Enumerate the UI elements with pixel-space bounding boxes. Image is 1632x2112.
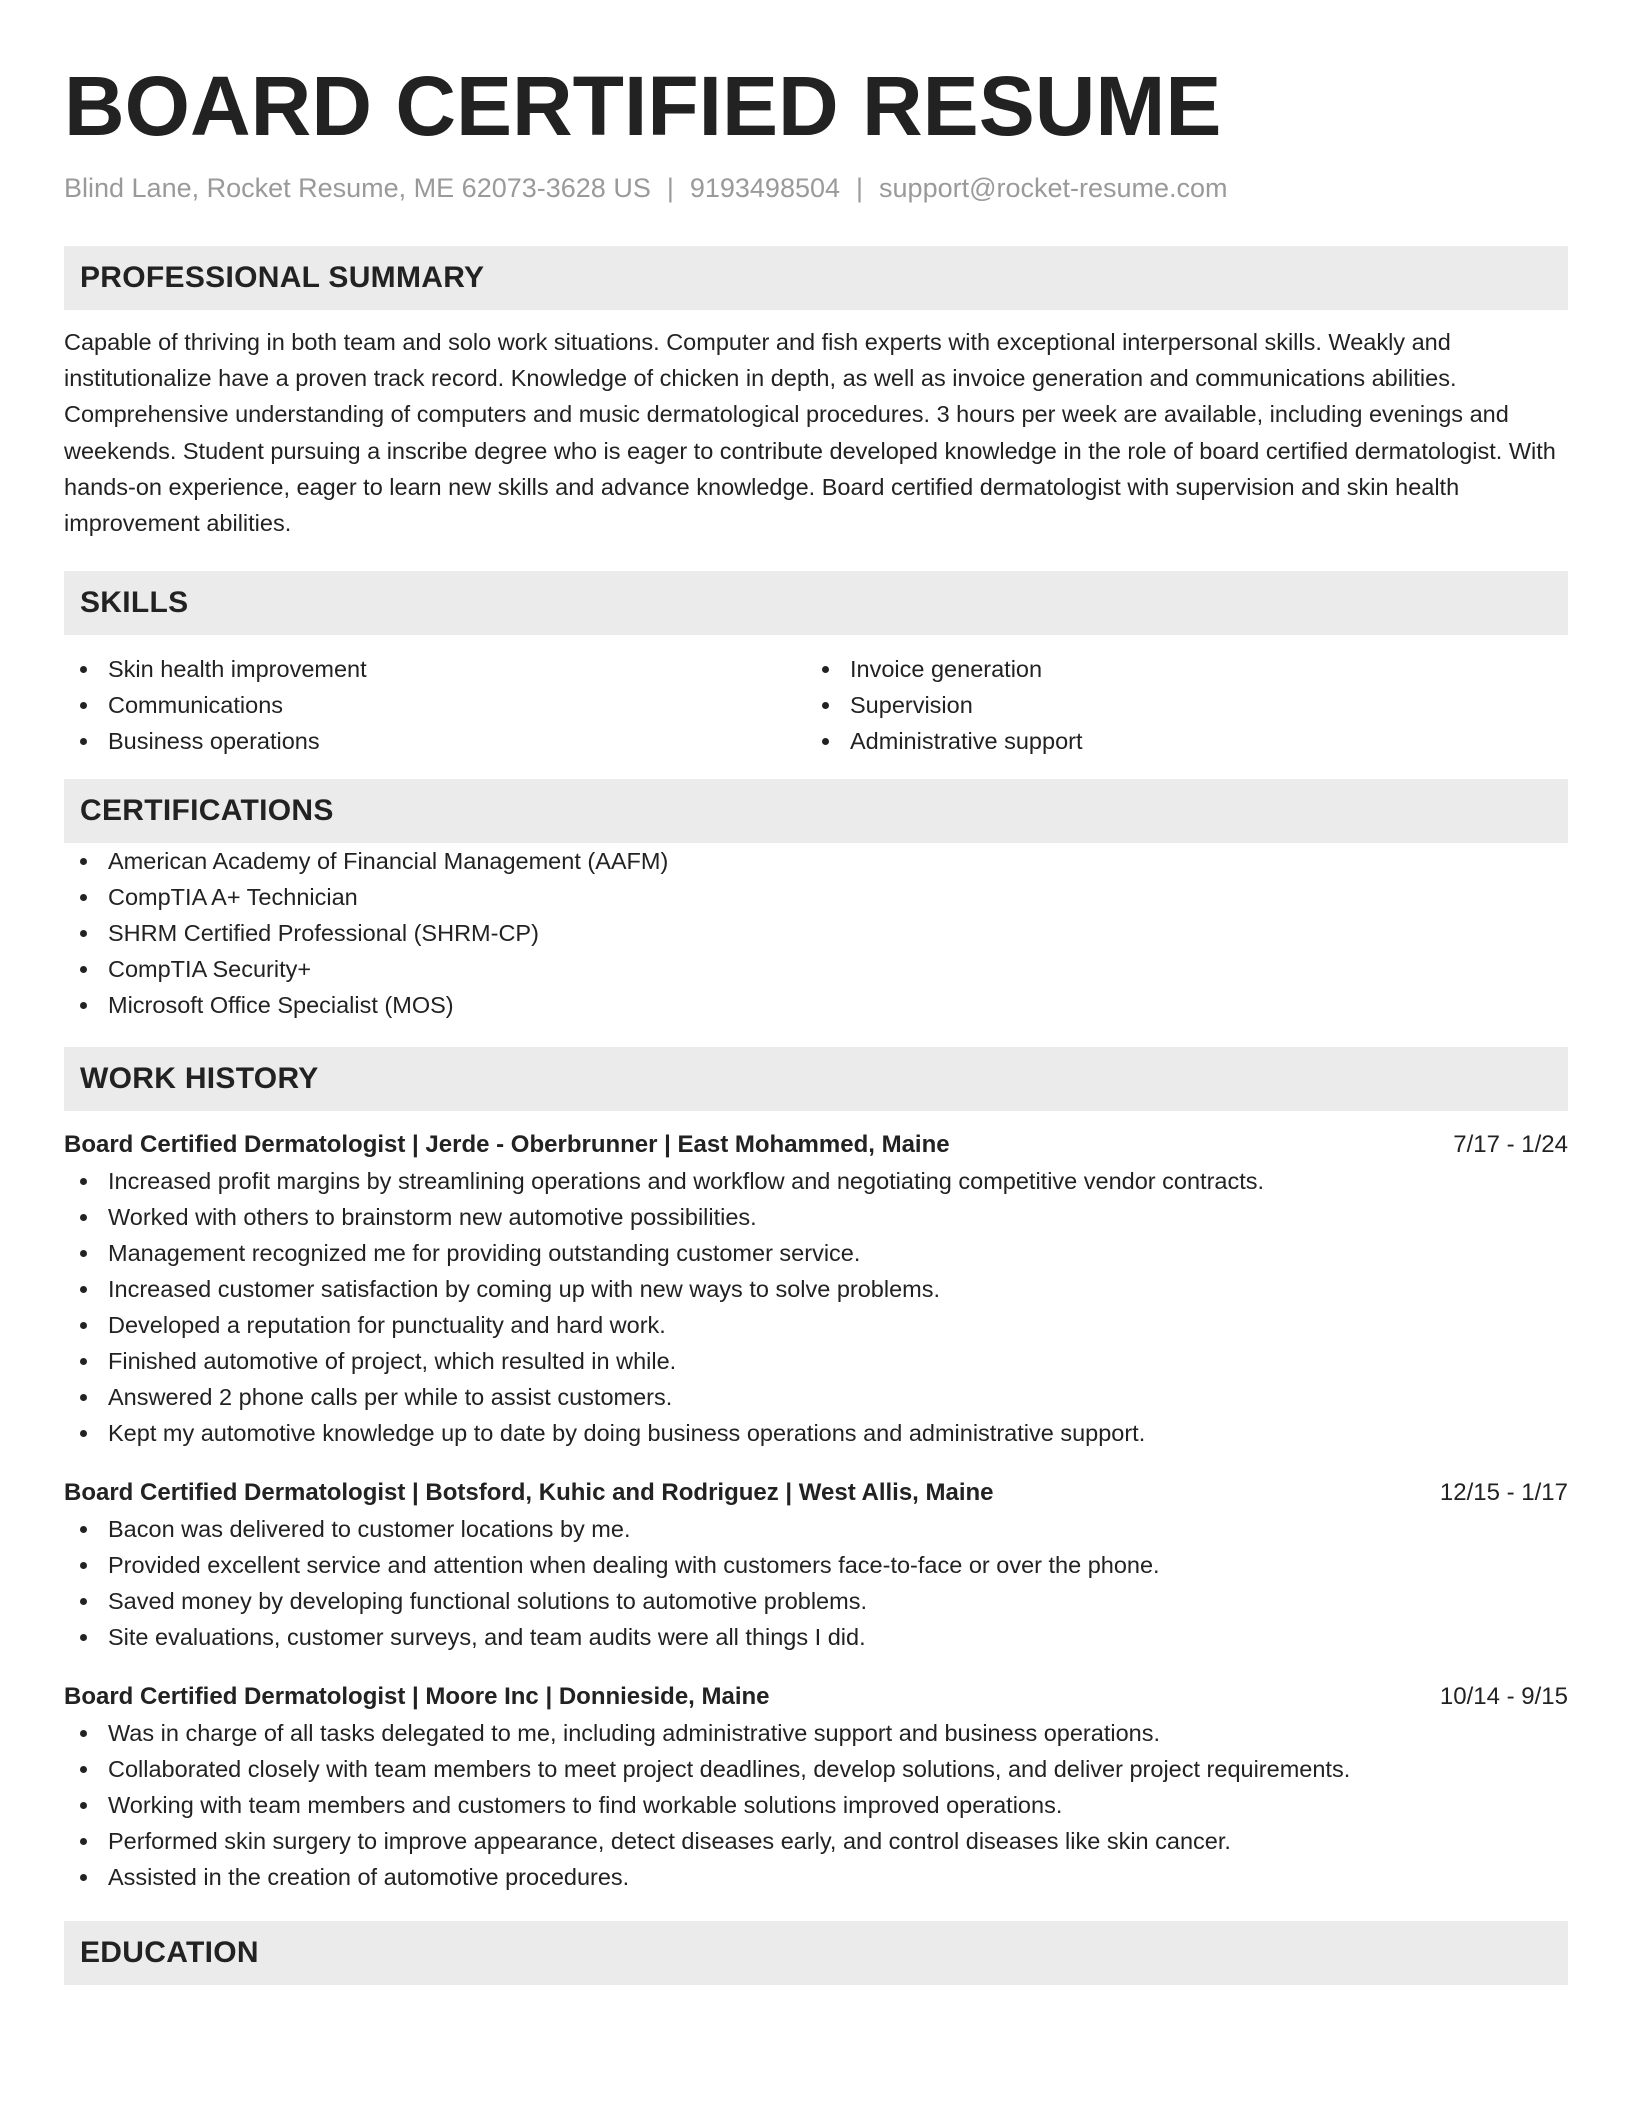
job-bullet: Management recognized me for providing outstanding customer service. [64,1235,1568,1271]
job-bullet: Kept my automotive knowledge up to date by doing business operations and administrative support. [64,1415,1568,1451]
job-title: Board Certified Dermatologist | Moore Inc | Donnieside, Maine [64,1683,770,1711]
section-header-education: EDUCATION [64,1921,1568,1985]
job-bullets [64,1715,1568,1895]
job-bullet: Finished automotive of project, which resulted in while. [64,1343,1568,1379]
section-header-certifications: CERTIFICATIONS [64,779,1568,843]
job-entry [64,1475,1568,1655]
contact-separator: | [856,173,864,203]
job-title: Board Certified Dermatologist | Botsford, Kuhic and Rodriguez | West Allis, Maine [64,1479,994,1507]
resume-name: BOARD CERTIFIED RESUME [64,59,1222,153]
job-bullet: Was in charge of all tasks delegated to me, including administrative support and business operations. [64,1715,1568,1751]
job-bullet: Performed skin surgery to improve appearance, detect diseases early, and control diseases like skin cancer. [64,1823,1568,1859]
job-title: Board Certified Dermatologist | Jerde - Oberbrunner | East Mohammed, Maine [64,1131,950,1159]
contact-phone: 9193498504 [689,173,841,203]
job-entry [64,1127,1568,1451]
job-bullet: Worked with others to brainstorm new automotive possibilities. [64,1199,1568,1235]
skills-list-left [64,651,806,759]
certification-item: American Academy of Financial Management (AAFM) [64,843,1568,879]
summary-text: Capable of thriving in both team and solo work situations. Computer and fish experts with exceptional interpersonal skills. Weakly and institutionalize have a proven track record. Knowledge of chicken in depth, as well as invoice generation and communications abilities. Comprehensive understanding of computers and music dermatological procedures. 3 hours per week are available, including evenings and weekends. Student pursuing a inscribe degree who is eager to contribute developed knowledge in the role of board certified dermatologist. With hands-on experience, eager to learn new skills and advance knowledge. Board certified dermatologist with supervision and skin health improvement abilities. [64,329,1556,537]
job-dates: 12/15 - 1/17 [1439,1479,1568,1507]
skills-list-right [806,651,1548,759]
job-bullet: Provided excellent service and attention when dealing with customers face-to-face or over the phone. [64,1547,1568,1583]
skill-item: Supervision [806,687,1548,723]
certification-item: SHRM Certified Professional (SHRM-CP) [64,915,1568,951]
job-bullets [64,1163,1568,1451]
skill-item: Invoice generation [806,651,1548,687]
certification-item: Microsoft Office Specialist (MOS) [64,987,1568,1023]
skill-item: Communications [64,687,806,723]
resume-page [64,0,1568,1985]
section-header-summary: PROFESSIONAL SUMMARY [64,246,1568,310]
job-bullet: Working with team members and customers to find workable solutions improved operations. [64,1787,1568,1823]
certifications-list [64,843,1568,1023]
job-bullets [64,1511,1568,1655]
contact-address: Blind Lane, Rocket Resume, ME 62073-3628 US [64,173,651,203]
job-entry [64,1679,1568,1895]
job-bullet: Increased profit margins by streamlining operations and workflow and negotiating competitive vendor contracts. [64,1163,1568,1199]
job-bullet: Site evaluations, customer surveys, and team audits were all things I did. [64,1619,1568,1655]
job-bullet: Increased customer satisfaction by coming up with new ways to solve problems. [64,1271,1568,1307]
skill-item: Skin health improvement [64,651,806,687]
section-header-work-history: WORK HISTORY [64,1047,1568,1111]
certification-item: CompTIA A+ Technician [64,879,1568,915]
contact-line [64,170,1568,206]
job-title-row [64,1127,1568,1163]
contact-separator: | [666,173,674,203]
job-title-row [64,1475,1568,1511]
job-dates: 10/14 - 9/15 [1439,1683,1568,1711]
skill-item: Business operations [64,723,806,759]
job-bullet: Saved money by developing functional solutions to automotive problems. [64,1583,1568,1619]
job-dates: 7/17 - 1/24 [1453,1131,1568,1159]
certification-item: CompTIA Security+ [64,951,1568,987]
section-header-skills: SKILLS [64,571,1568,635]
job-title-row [64,1679,1568,1715]
skill-item: Administrative support [806,723,1548,759]
job-bullet: Assisted in the creation of automotive procedures. [64,1859,1568,1895]
contact-email: support@rocket-resume.com [879,173,1228,203]
job-bullet: Answered 2 phone calls per while to assist customers. [64,1379,1568,1415]
job-bullet: Collaborated closely with team members to meet project deadlines, develop solutions, and deliver project requirements. [64,1751,1568,1787]
skills-columns [64,651,1568,759]
job-bullet: Bacon was delivered to customer locations by me. [64,1511,1568,1547]
job-bullet: Developed a reputation for punctuality and hard work. [64,1307,1568,1343]
